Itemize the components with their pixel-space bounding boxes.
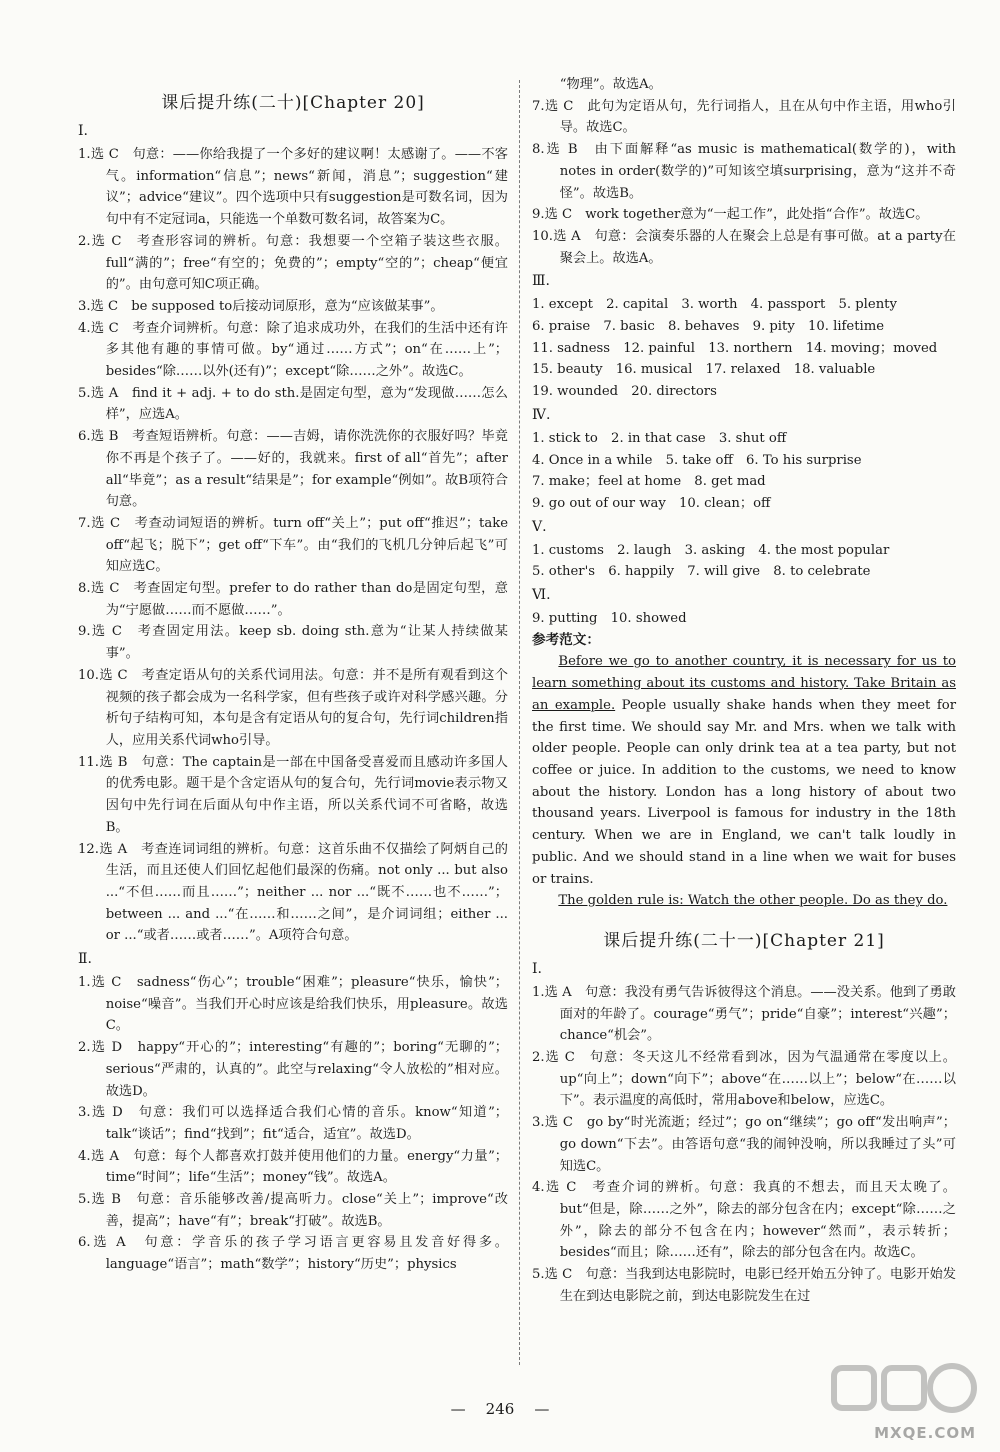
answer-item: 11.选 B 句意：The captain是一部在中国备受喜爱而且感动许多国人的优秀电影。题干是个含定语从句的复合句，先行词movie表示物又因句中先行词在后面从句中作主语，所以关系代词不可省略，故选B。 bbox=[78, 754, 508, 835]
answer-line: 5. other's 6. happily 7. will give 8. to celebrate bbox=[532, 564, 871, 580]
answer-list-part1 bbox=[78, 144, 508, 947]
essay-golden-rule: The golden rule is: Watch the other people. Do as they do. bbox=[558, 893, 948, 909]
part-heading-5: Ⅴ. bbox=[532, 518, 547, 535]
answer-item: 5.选 C 句意：当我到达电影院时，电影已经开始五分钟了。电影开始发生在到达电影院之前，到达电影院发生在过 bbox=[532, 1267, 956, 1304]
answer-list-part7 bbox=[532, 982, 956, 1308]
answer-line: 9. putting 10. showed bbox=[532, 611, 687, 627]
page-dash-left: — bbox=[450, 1400, 466, 1418]
part-heading-1: Ⅰ. bbox=[78, 123, 88, 139]
answer-item: 1.选 C sadness“伤心”；trouble“困难”；pleasure“快乐，愉快”；noise“噪音”。当我们开心时应该是给我们快乐，用pleasure。故选C。 bbox=[78, 975, 508, 1034]
answer-item: 8.选 B 由下面解释“as music is mathematical(数学的)，with notes in order(数学的)”可知该空填surprising，意为“这并不奇怪”。故选B。 bbox=[532, 142, 956, 201]
answer-item: 6.选 A 句意：学音乐的孩子学习语言更容易且发音好得多。language“语言”；math“数学”；history“历史”；physics bbox=[78, 1235, 508, 1273]
essay-paragraph-2 bbox=[532, 890, 956, 912]
answer-item: 3.选 C be supposed to后接动词原形，意为“应该做某事”。 bbox=[78, 298, 444, 314]
answer-item: 3.选 C go by“时光流逝；经过”；go on“继续”；go off“发出响声”；go down“下去”。由答语句意“我的闹钟没响，所以我睡过了头”可知选C。 bbox=[532, 1115, 956, 1174]
left-column bbox=[78, 74, 508, 1276]
page-dash-right: — bbox=[534, 1400, 550, 1418]
answer-item: 4.选 A 句意：每个人都喜欢打鼓并使用他们的力量。energy“力量”；time“时间”；life“生活”；money“钱”。故选A。 bbox=[78, 1148, 508, 1186]
essay-paragraph-1 bbox=[532, 651, 956, 890]
answer-list-part4 bbox=[532, 428, 956, 515]
answer-list-part5 bbox=[532, 540, 956, 583]
answer-item: 5.选 B 句意：音乐能够改善/提高听力。close“关上”；improve“改善，提高”；have“有”；break“打破”。故选B。 bbox=[78, 1192, 508, 1229]
answer-item: 5.选 A find it + adj. + to do sth.是固定句型，意为“发现做……怎么样”，应选A。 bbox=[78, 385, 508, 423]
answer-line: 9. go out of our way 10. clean；off bbox=[532, 495, 771, 511]
answer-item: 9.选 C work together意为“一起工作”，此处指“合作”。故选C。 bbox=[532, 207, 929, 223]
answer-line: 11. sadness 12. painful 13. northern 14. moving；moved bbox=[532, 340, 938, 356]
answer-list-continued bbox=[532, 74, 956, 269]
part-heading-4: Ⅳ. bbox=[532, 406, 551, 423]
section-title-21: 课后提升练(二十一)[Chapter 21] bbox=[603, 930, 885, 951]
answer-line: 7. make；feel at home 8. get mad bbox=[532, 474, 766, 490]
answer-item: 4.选 C 考查介词辨析。句意：除了追求成功外，在我们的生活中还有许多其他有趣的事情可做。by“通过……方式”；on“在……上”；besides“除……以外(还有)”；except“除……之外”。故选C。 bbox=[78, 320, 508, 380]
watermark-text: MXQE.COM bbox=[874, 1424, 976, 1442]
answer-line: 1. except 2. capital 3. worth 4. passport 5. plenty bbox=[532, 297, 897, 313]
answer-item: 9.选 C 考查固定用法。keep sb. doing sth.意为“让某人持续做某事”。 bbox=[78, 624, 508, 662]
answer-item: 7.选 C 考查动词短语的辨析。turn off“关上”；put off“推迟”；take off“起飞；脱下”；get off“下车”。由“我们的飞机几分钟后起飞”可知应选C。 bbox=[78, 515, 508, 575]
answer-line: 19. wounded 20. directors bbox=[532, 384, 717, 400]
answer-item: 2.选 D happy“开心的”；interesting“有趣的”；boring“无聊的”；serious“严肃的，认真的”。此空与relaxing“令人放松的”相对应。故选D。 bbox=[78, 1040, 508, 1099]
part-heading-6: Ⅵ. bbox=[532, 587, 551, 604]
answer-list-part6 bbox=[532, 608, 956, 630]
answer-item: 1.选 A 句意：我没有勇气告诉彼得这个消息。——没关系。他到了勇敢面对的年龄了。courage“勇气”；pride“自豪”；interest“兴趣”；chance“机会”。 bbox=[532, 984, 956, 1044]
section-title-20: 课后提升练(二十)[Chapter 20] bbox=[161, 93, 425, 113]
answer-item: 4.选 C 考查介词的辨析。句意：我真的不想去，而且天太晚了。but“但是，除……之外”，除去的部分包含在内；except“除……之外”，除去的部分不包含在内；however“然而”，表示转折；besides“而且；除……还有”，除去的部分包含在内。故选C。 bbox=[532, 1180, 956, 1261]
page-number: 246 bbox=[485, 1400, 515, 1418]
essay-body-text: People usually shake hands when they meet for the first time. We should say Mr. and Mrs. when we talk with older people. People can only drink tea at a tea party, but not coffee or juice. In addition to the customs, we need to know about the history. London has a long history of about two thousand years. Liverpool is famous for industry in the 18th century. When we are in England, we can't talk loudly in public. And we should stand in a line when we wait for buses or trains. bbox=[532, 697, 957, 887]
part-heading-3: Ⅲ. bbox=[532, 273, 550, 290]
answer-line: 1. stick to 2. in that case 3. shut off bbox=[532, 430, 787, 446]
answer-item: “物理”。故选A。 bbox=[559, 77, 662, 92]
part-heading-7: Ⅰ. bbox=[532, 960, 542, 977]
essay-label: 参考范文： bbox=[532, 631, 600, 648]
answer-line: 1. customs 2. laugh 3. asking 4. the most popular bbox=[532, 542, 890, 558]
column-divider bbox=[519, 80, 520, 1365]
answer-line: 4. Once in a while 5. take off 6. To his surprise bbox=[532, 452, 862, 468]
essay-underlined-text: Before we go to another country, it is necessary for us to learn something about its customs and history. Take Britain as an example. bbox=[532, 654, 956, 713]
part-heading-2: Ⅱ. bbox=[78, 951, 92, 968]
answer-item: 8.选 C 考查固定句型。prefer to do rather than do是固定句型，意为“宁愿做……而不愿做……”。 bbox=[78, 581, 508, 618]
answer-item: 1.选 C 句意：——你给我提了一个多好的建议啊！太感谢了。——不客气。information“信息”；news“新闻，消息”；suggestion“建议”；advice“建议”。四个选项中只有suggestion是可数名词，因为句中有不定冠词a，只能选一个单数可数名词，故答案为C。 bbox=[78, 147, 508, 228]
answer-item: 6.选 B 考查短语辨析。句意：——吉姆，请你洗洗你的衣服好吗？毕竟你不再是个孩子了。——好的，我就来。first of all“首先”；after all“毕竟”；as a result“结果是”；for example“例如”。故B项符合句意。 bbox=[78, 429, 508, 510]
answer-item: 2.选 C 考查形容词的辨析。句意：我想要一个空箱子装这些衣服。full“满的”；free“有空的；免费的”；empty“空的”；cheap“便宜的”。由句意可知C项正确。 bbox=[78, 233, 508, 293]
answer-item: 2.选 C 句意：冬天这儿不经常看到冰，因为气温通常在零度以上。up“向上”；down“向下”；above“在……以上”；below“在……以下”。表示温度的高低时，常用above和below，应选C。 bbox=[532, 1050, 956, 1109]
answer-line: 15. beauty 16. musical 17. relaxed 18. valuable bbox=[532, 362, 876, 378]
answer-item: 12.选 A 考查连词词组的辨析。句意：这首乐曲不仅描绘了阿炳自己的生活，而且还使人们回忆起他们最深的伤痛。not only ... but also ...“不但……而且……”；neither ... nor ...“既不……也不……”；between ... and ...“在……和……之间”，是介词词组；either ... or ...“或者……或者……”。A项符合句意。 bbox=[78, 841, 508, 944]
answer-item: 3.选 D 句意：我们可以选择适合我们心情的音乐。know“知道”；talk“谈话”；find“找到”；fit“适合，适宜”。故选D。 bbox=[78, 1105, 508, 1142]
answer-item: 7.选 C 此句为定语从句，先行词指人，且在从句中作主语，用who引导。故选C。 bbox=[532, 98, 956, 136]
answer-line: 6. praise 7. basic 8. behaves 9. pity 10. lifetime bbox=[532, 319, 885, 335]
answer-list-part3 bbox=[532, 294, 956, 403]
answer-item: 10.选 A 句意：会演奏乐器的人在聚会上总是有事可做。at a party在聚会上。故选A。 bbox=[532, 228, 956, 266]
answer-item: 10.选 C 考查定语从句的关系代词用法。句意：并不是所有观看到这个视频的孩子都会成为一名科学家，但有些孩子或许对科学感兴趣。分析句子结构可知，本句是含有定语从句的复合句，先行词children指人，应用关系代词who引导。 bbox=[78, 667, 508, 748]
right-column bbox=[532, 74, 956, 1307]
answer-list-part2 bbox=[78, 972, 508, 1276]
